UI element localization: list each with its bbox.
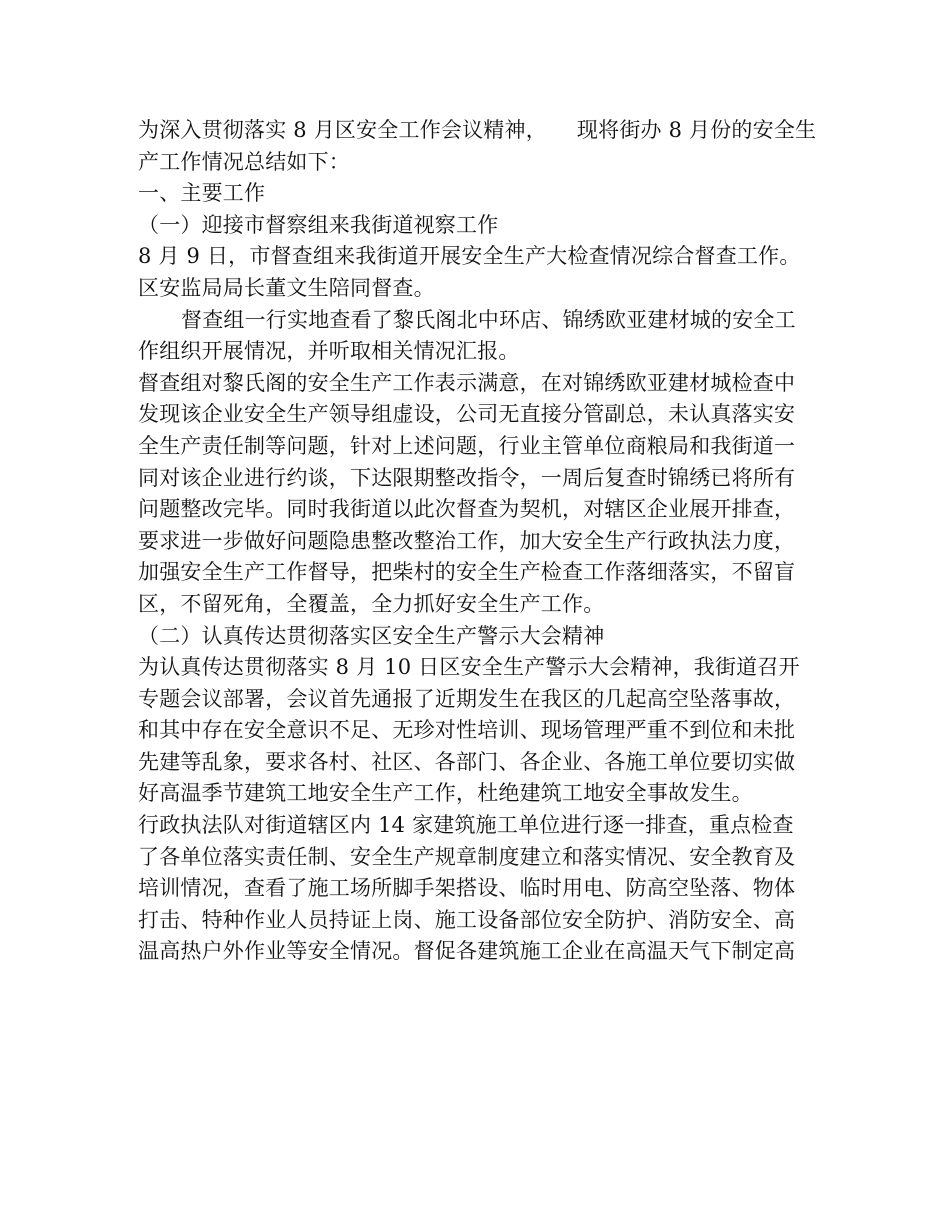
line-segment: 为深入贯彻落实 8 月区安全工作会议精神， — [138, 118, 547, 142]
document-body — [138, 115, 818, 968]
line-segment: 现将街办 8 月份的安全生 — [576, 118, 817, 142]
subsection-heading: （一）迎接市督察组来我街道视察工作 — [138, 212, 499, 237]
paragraph-line: 了各单位落实责任制、安全生产规章制度建立和落实情况、安全教育及 — [138, 844, 796, 869]
paragraph-line: 温高热户外作业等安全情况。督促各建筑施工企业在高温天气下制定高 — [138, 939, 796, 964]
section-heading: 一、主要工作 — [138, 181, 266, 206]
subsection-heading: （二）认真传达贯彻落实区安全生产警示大会精神 — [138, 623, 605, 648]
paragraph-line: 行政执法队对街道辖区内 14 家建筑施工单位进行逐一排查，重点检查 — [138, 813, 794, 838]
paragraph-line: 区安监局局长董文生陪同督查。 — [138, 275, 435, 300]
paragraph-line: 问题整改完毕。同时我街道以此次督查为契机，对辖区企业展开排查， — [138, 497, 796, 522]
paragraph-line: 8 月 9 日，市督查组来我街道开展安全生产大检查情况综合督查工作。 — [138, 244, 801, 269]
paragraph-line: 要求进一步做好问题隐患整改整治工作，加大安全生产行政执法力度， — [138, 528, 796, 553]
paragraph-line: 发现该企业安全生产领导组虚设，公司无直接分管副总，未认真落实安 — [138, 402, 796, 427]
paragraph-line: 和其中存在安全意识不足、无珍对性培训、现场管理严重不到位和未批 — [138, 718, 796, 743]
paragraph-line: 专题会议部署，会议首先通报了近期发生在我区的几起高空坠落事故， — [138, 686, 796, 711]
paragraph-line: 督查组一行实地查看了黎氏阁北中环店、锦绣欧亚建材城的安全工 — [181, 307, 796, 332]
paragraph-line: 好高温季节建筑工地安全生产工作，杜绝建筑工地安全事故发生。 — [138, 781, 753, 806]
paragraph-line: 同对该企业进行约谈，下达限期整改指令，一周后复查时锦绣已将所有 — [138, 465, 796, 490]
paragraph-line: 作组织开展情况，并听取相关情况汇报。 — [138, 339, 520, 364]
paragraph-line: 督查组对黎氏阁的安全生产工作表示满意，在对锦绣欧亚建材城检查中 — [138, 370, 796, 395]
paragraph-line: 产工作情况总结如下： — [138, 149, 350, 174]
paragraph-line: 加强安全生产工作督导，把柴村的安全生产检查工作落细落实，不留盲 — [138, 560, 796, 585]
paragraph-line: 为认真传达贯彻落实 8 月 10 日区安全生产警示大会精神，我街道召开 — [138, 655, 800, 680]
paragraph-line: 区，不留死角，全覆盖，全力抓好安全生产工作。 — [138, 591, 605, 616]
paragraph-line: 培训情况，查看了施工场所脚手架搭设、临时用电、防高空坠落、物体 — [138, 876, 796, 901]
paragraph-line — [138, 115, 818, 147]
paragraph-line: 全生产责任制等问题，针对上述问题，行业主管单位商粮局和我街道一 — [138, 433, 796, 458]
paragraph-line: 打击、特种作业人员持证上岗、施工设备部位安全防护、消防安全、高 — [138, 907, 796, 932]
paragraph-line: 先建等乱象，要求各村、社区、各部门、各企业、各施工单位要切实做 — [138, 749, 796, 774]
